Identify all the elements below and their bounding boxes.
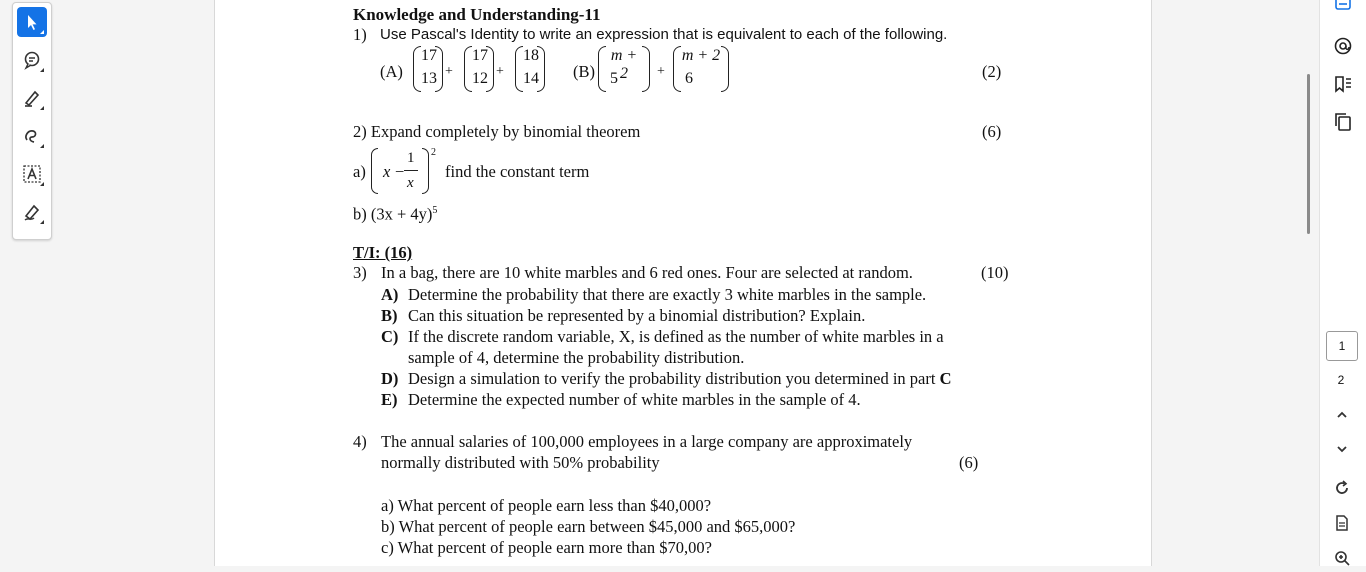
q1-part-a-label: (A)	[380, 62, 403, 81]
question-4-line-2: normally distributed with 50% probability	[381, 453, 660, 472]
vertical-scrollbar-thumb[interactable]	[1307, 74, 1310, 234]
zoom-in-icon	[1333, 549, 1351, 567]
q3-part-a-text: Determine the probability that there are exactly 3 white marbles in the sample.	[408, 285, 927, 304]
sign-pen-icon	[22, 202, 42, 222]
cursor-icon	[22, 12, 42, 32]
plus-sign: +	[445, 64, 453, 79]
plus-sign: +	[657, 64, 665, 79]
at-comment-icon	[1333, 36, 1353, 56]
question-1-text: Use Pascal's Identity to write an expression that is equivalent to each of the following.	[380, 26, 948, 43]
comment-tool-button[interactable]	[17, 45, 47, 75]
q2-part-a-expression: x − 1 x 2	[371, 144, 441, 198]
ti-heading: T/I: (16)	[353, 243, 413, 262]
question-4-line-1: The annual salaries of 100,000 employees in a large company are approximately	[381, 432, 913, 451]
q3-part-d-text: Design a simulation to verify the probability distribution you determined in part C	[408, 369, 952, 388]
page-fit-button[interactable]	[1333, 514, 1351, 532]
bookmark-list-icon	[1333, 74, 1353, 94]
total-pages: 2	[1337, 373, 1345, 387]
next-page-button[interactable]	[1333, 440, 1351, 458]
q2-marks: (6)	[982, 122, 1002, 141]
rotate-icon	[1333, 479, 1351, 497]
binomial-17-12: 17 12	[464, 46, 494, 92]
q2-part-a-text: find the constant term	[445, 162, 590, 181]
q4-marks: (6)	[959, 453, 979, 472]
copy-pages-icon	[1333, 112, 1353, 132]
q3-part-e-text: Determine the expected number of white marbles in the sample of 4.	[408, 390, 861, 409]
section-heading: Knowledge and Understanding-11	[353, 5, 601, 24]
binomial-17-13: 17 13	[413, 46, 443, 92]
pdf-page	[214, 0, 1152, 566]
zoom-in-button[interactable]	[1333, 549, 1351, 567]
q4-part-b: b) What percent of people earn between $45,000 and $65,000?	[381, 517, 796, 536]
question-3-number: 3)	[353, 263, 367, 282]
q1-part-b-label: (B)	[573, 62, 595, 81]
question-4-number: 4)	[353, 432, 367, 451]
binomial-18-14: 18 14	[515, 46, 545, 92]
q3-part-label: E)	[381, 390, 398, 409]
bookmarks-panel-button[interactable]	[1333, 74, 1353, 94]
sign-tool-button[interactable]	[17, 197, 47, 227]
highlighter-icon	[22, 88, 42, 108]
q3-part-label: D)	[381, 369, 399, 388]
q2-part-b: b) $(3x + 4y)^5$	[353, 204, 438, 224]
q3-marks: (10)	[981, 263, 1009, 282]
question-3-text: In a bag, there are 10 white marbles and 6 red ones. Four are selected at random.	[381, 263, 913, 282]
current-page-input[interactable]: 1	[1326, 331, 1358, 361]
previous-page-button[interactable]	[1333, 406, 1351, 424]
question-2-text: 2) Expand completely by binomial theorem	[353, 122, 641, 141]
binomial-m2-6: m + 2 6	[673, 46, 729, 92]
plus-sign: +	[496, 64, 504, 79]
q3-part-b-text: Can this situation be represented by a binomial distribution? Explain.	[408, 306, 866, 325]
chevron-down-icon	[1333, 440, 1351, 458]
fit-page-icon	[1333, 514, 1351, 532]
q3-part-label: C)	[381, 327, 399, 346]
q2-part-a-label: a)	[353, 162, 366, 181]
pages-panel-button[interactable]	[1333, 112, 1353, 132]
freehand-draw-icon	[22, 126, 42, 146]
draw-tool-button[interactable]	[17, 121, 47, 151]
q3-part-c-text-continued: sample of 4, determine the probability distribution.	[408, 348, 745, 367]
left-toolbar	[12, 2, 52, 240]
question-1-number: 1)	[353, 25, 367, 44]
q3-part-c-text: If the discrete random variable, X, is defined as the number of white marbles in a	[408, 327, 944, 346]
q3-part-label: B)	[381, 306, 398, 325]
q1-marks: (2)	[982, 62, 1002, 81]
binomial-m2-5: m + 2 5	[598, 46, 650, 92]
chevron-up-icon	[1333, 406, 1351, 424]
highlight-tool-button[interactable]	[17, 83, 47, 113]
comments-panel-button[interactable]	[1333, 36, 1353, 56]
comment-icon	[22, 50, 42, 70]
q4-part-c: c) What percent of people earn more than $70,00?	[381, 538, 712, 557]
text-recognition-icon	[22, 164, 42, 184]
q4-part-a: a) What percent of people earn less than $40,000?	[381, 496, 712, 515]
text-recognition-tool-button[interactable]	[17, 159, 47, 189]
q3-part-label: A)	[381, 285, 399, 304]
rotate-button[interactable]	[1333, 479, 1351, 497]
select-tool-button[interactable]	[17, 7, 47, 37]
panel-icon	[1333, 0, 1353, 12]
panel-toggle-button[interactable]	[1333, 0, 1353, 12]
